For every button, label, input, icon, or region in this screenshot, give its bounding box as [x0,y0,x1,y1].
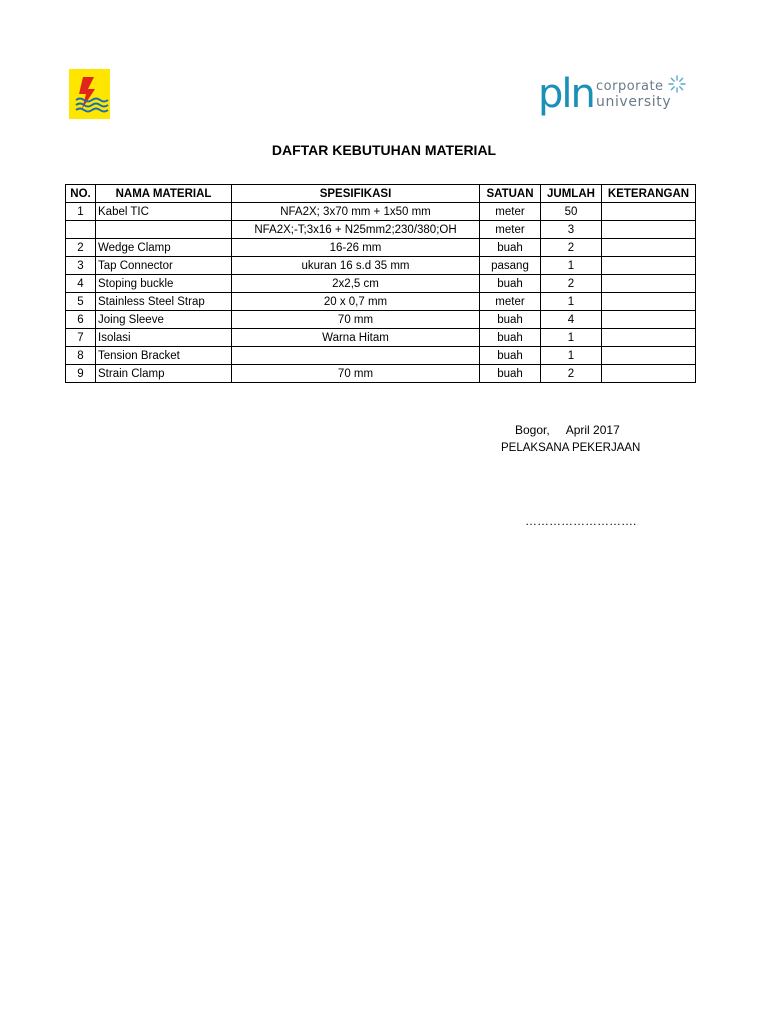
header-keterangan: KETERANGAN [602,185,696,203]
cell-nama-material: Tension Bracket [96,347,232,365]
cell-satuan: meter [480,293,541,311]
cell-satuan: buah [480,329,541,347]
cell-spesifikasi: 16-26 mm [232,239,480,257]
cell-keterangan [602,257,696,275]
cell-no: 4 [66,275,96,293]
cell-jumlah: 1 [541,329,602,347]
cell-keterangan [602,347,696,365]
cell-keterangan [602,311,696,329]
cell-jumlah: 2 [541,365,602,383]
cell-jumlah: 4 [541,311,602,329]
header-spesifikasi: SPESIFIKASI [232,185,480,203]
cell-spesifikasi: NFA2X;-T;3x16 + N25mm2;230/380;OH [232,221,480,239]
header-satuan: SATUAN [480,185,541,203]
cell-spesifikasi: 20 x 0,7 mm [232,293,480,311]
cell-satuan: buah [480,239,541,257]
cell-keterangan [602,239,696,257]
table-row [66,275,696,293]
cell-satuan: pasang [480,257,541,275]
cell-no: 8 [66,347,96,365]
table-row [66,329,696,347]
cell-nama-material: Joing Sleeve [96,311,232,329]
logo-burst-icon [668,75,686,93]
table-row [66,365,696,383]
cell-satuan: buah [480,365,541,383]
cell-jumlah: 1 [541,347,602,365]
cell-spesifikasi: Warna Hitam [232,329,480,347]
logo-pln-text: pln [538,71,594,117]
cell-nama-material: Strain Clamp [96,365,232,383]
table-row [66,347,696,365]
table-row [66,203,696,221]
logo-corporate-text: corporate [596,79,664,94]
cell-satuan: meter [480,203,541,221]
table-header-row [66,185,696,203]
header-nama-material: NAMA MATERIAL [96,185,232,203]
cell-satuan: buah [480,275,541,293]
cell-jumlah: 2 [541,275,602,293]
cell-jumlah: 1 [541,293,602,311]
signature-place-date [515,423,620,437]
cell-keterangan [602,275,696,293]
cell-nama-material: Isolasi [96,329,232,347]
document-title: DAFTAR KEBUTUHAN MATERIAL [271,142,497,158]
cell-no: 3 [66,257,96,275]
cell-nama-material: Tap Connector [96,257,232,275]
cell-keterangan [602,221,696,239]
cell-satuan: buah [480,347,541,365]
cell-nama-material [96,221,232,239]
cell-no: 7 [66,329,96,347]
cell-spesifikasi: 70 mm [232,365,480,383]
pln-corporate-university-logo-icon [538,72,688,116]
cell-nama-material: Wedge Clamp [96,239,232,257]
signature-role: PELAKSANA PEKERJAAN [501,442,641,454]
cell-satuan: buah [480,311,541,329]
cell-no: 5 [66,293,96,311]
cell-jumlah: 2 [541,239,602,257]
cell-spesifikasi: 70 mm [232,311,480,329]
pln-lightning-logo-icon [69,69,110,119]
cell-satuan: meter [480,221,541,239]
cell-jumlah: 1 [541,257,602,275]
signature-place: Bogor, [515,423,550,437]
cell-jumlah: 50 [541,203,602,221]
cell-no: 9 [66,365,96,383]
table-row [66,293,696,311]
cell-jumlah: 3 [541,221,602,239]
cell-keterangan [602,365,696,383]
table-row [66,257,696,275]
header-no: NO. [66,185,96,203]
cell-spesifikasi: 2x2,5 cm [232,275,480,293]
cell-spesifikasi: NFA2X; 3x70 mm + 1x50 mm [232,203,480,221]
logo-university-text: university [596,94,672,110]
cell-spesifikasi: ukuran 16 s.d 35 mm [232,257,480,275]
material-table [65,184,696,383]
cell-keterangan [602,293,696,311]
signature-name-placeholder: ………………………. [525,514,637,528]
cell-nama-material: Stainless Steel Strap [96,293,232,311]
cell-nama-material: Stoping buckle [96,275,232,293]
table-row [66,221,696,239]
cell-no: 1 [66,203,96,221]
header-jumlah: JUMLAH [541,185,602,203]
cell-no: 2 [66,239,96,257]
cell-nama-material: Kabel TIC [96,203,232,221]
cell-no: 6 [66,311,96,329]
table-row [66,239,696,257]
cell-spesifikasi [232,347,480,365]
cell-keterangan [602,329,696,347]
cell-keterangan [602,203,696,221]
table-row [66,311,696,329]
cell-no [66,221,96,239]
signature-date: April 2017 [565,423,620,437]
